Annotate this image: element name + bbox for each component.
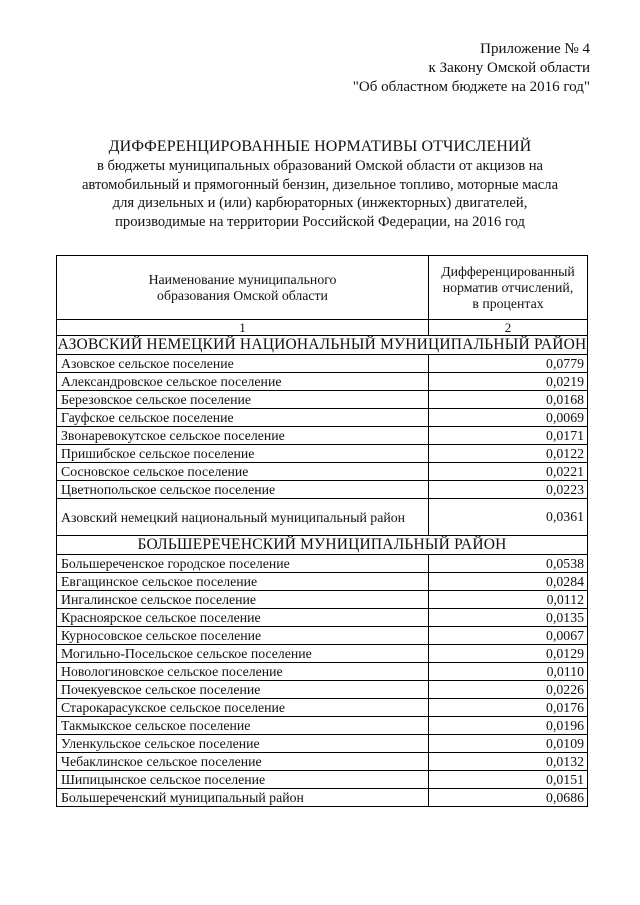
norm-value: 0,0132: [429, 753, 588, 771]
table-header-row: [57, 256, 588, 320]
settlement-name: Большереченское городское поселение: [57, 555, 429, 573]
table-row: [57, 481, 588, 499]
column-header-name: [57, 256, 429, 320]
settlement-name: Александровское сельское поселение: [57, 373, 429, 391]
norm-value: 0,0168: [429, 391, 588, 409]
column-number: 2: [429, 320, 588, 336]
table-row: [57, 355, 588, 373]
norm-value: 0,0110: [429, 663, 588, 681]
settlement-name: Новологиновское сельское поселение: [57, 663, 429, 681]
table-row: [57, 391, 588, 409]
norm-value: 0,0226: [429, 681, 588, 699]
table-row: [57, 445, 588, 463]
table-row: [57, 771, 588, 789]
table-row: [57, 645, 588, 663]
settlement-name: Звонаревокутское сельское поселение: [57, 427, 429, 445]
table-row: [57, 627, 588, 645]
header-line: норматив отчислений,: [442, 279, 574, 295]
district-total-name: Большереченский муниципальный район: [57, 789, 429, 807]
column-number-row: [57, 320, 588, 336]
district-row: [57, 536, 588, 555]
norm-value: 0,0122: [429, 445, 588, 463]
settlement-name: Такмыкское сельское поселение: [57, 717, 429, 735]
settlement-name: Евгащинское сельское поселение: [57, 573, 429, 591]
settlement-name: Сосновское сельское поселение: [57, 463, 429, 481]
district-row: [57, 336, 588, 355]
table-row: [57, 463, 588, 481]
settlement-name: Могильно-Посельское сельское поселение: [57, 645, 429, 663]
header-line: в процентах: [472, 295, 544, 311]
norm-value: 0,0221: [429, 463, 588, 481]
document-subtitle-line: производимые на территории Российской Федерации, на 2016 год: [115, 213, 525, 230]
settlement-name: Березовское сельское поселение: [57, 391, 429, 409]
column-number: 1: [57, 320, 429, 336]
document-subtitle-line: для дизельных и (или) карбюраторных (инжекторных) двигателей,: [112, 195, 528, 212]
settlement-name: Почекуевское сельское поселение: [57, 681, 429, 699]
district-total-row: [57, 789, 588, 807]
header-line: Наименование муниципального: [148, 271, 337, 287]
norm-value: 0,0779: [429, 355, 588, 373]
appendix-line: к Закону Омской области: [428, 60, 590, 76]
settlement-name: Шипицынское сельское поселение: [57, 771, 429, 789]
table-row: [57, 717, 588, 735]
table-row: [57, 609, 588, 627]
column-header-value: [429, 256, 588, 320]
settlement-name: Курносовское сельское поселение: [57, 627, 429, 645]
norms-table: [56, 255, 588, 807]
appendix-header: [353, 40, 590, 97]
document-subtitle-line: в бюджеты муниципальных образований Омской области от акцизов на: [96, 158, 544, 174]
document-title: ДИФФЕРЕНЦИРОВАННЫЕ НОРМАТИВЫ ОТЧИСЛЕНИЙ: [108, 138, 532, 155]
appendix-line: Приложение № 4: [480, 41, 590, 57]
settlement-name: Гауфское сельское поселение: [57, 409, 429, 427]
norm-value: 0,0112: [429, 591, 588, 609]
table-row: [57, 409, 588, 427]
table-row: [57, 663, 588, 681]
norm-value: 0,0196: [429, 717, 588, 735]
norm-value: 0,0135: [429, 609, 588, 627]
settlement-name: Пришибское сельское поселение: [57, 445, 429, 463]
settlement-name: Старокарасукское сельское поселение: [57, 699, 429, 717]
norm-value: 0,0067: [429, 627, 588, 645]
norm-value: 0,0219: [429, 373, 588, 391]
table-row: [57, 555, 588, 573]
document-subtitle-line: автомобильный и прямогонный бензин, дизельное топливо, моторные масла: [81, 176, 559, 193]
table-row: [57, 373, 588, 391]
settlement-name: Ингалинское сельское поселение: [57, 591, 429, 609]
norm-value: 0,0129: [429, 645, 588, 663]
appendix-line: "Об областном бюджете на 2016 год": [352, 79, 590, 95]
settlement-name: Чебаклинское сельское поселение: [57, 753, 429, 771]
document-heading: [0, 137, 640, 231]
settlement-name: Цветнопольское сельское поселение: [57, 481, 429, 499]
table-row: [57, 699, 588, 717]
district-total-name: Азовский немецкий национальный муниципальный район: [57, 499, 429, 536]
norm-value: 0,0109: [429, 735, 588, 753]
norm-value: 0,0176: [429, 699, 588, 717]
district-name: БОЛЬШЕРЕЧЕНСКИЙ МУНИЦИПАЛЬНЫЙ РАЙОН: [57, 536, 588, 555]
header-line: Дифференцированный: [441, 263, 575, 279]
norm-value: 0,0171: [429, 427, 588, 445]
table-row: [57, 427, 588, 445]
norm-value: 0,0538: [429, 555, 588, 573]
table-row: [57, 681, 588, 699]
settlement-name: Уленкульское сельское поселение: [57, 735, 429, 753]
table-row: [57, 573, 588, 591]
norm-value: 0,0223: [429, 481, 588, 499]
norm-value: 0,0151: [429, 771, 588, 789]
district-total-value: 0,0686: [429, 789, 588, 807]
district-name: АЗОВСКИЙ НЕМЕЦКИЙ НАЦИОНАЛЬНЫЙ МУНИЦИПАЛЬНЫЙ РАЙОН: [57, 336, 587, 353]
table-row: [57, 735, 588, 753]
table-row: [57, 591, 588, 609]
norm-value: 0,0284: [429, 573, 588, 591]
table-row: [57, 753, 588, 771]
district-total-value: 0,0361: [429, 499, 588, 536]
settlement-name: Красноярское сельское поселение: [57, 609, 429, 627]
district-total-row: [57, 499, 588, 536]
header-line: образования Омской области: [157, 287, 328, 303]
settlement-name: Азовское сельское поселение: [57, 355, 429, 373]
norm-value: 0,0069: [429, 409, 588, 427]
